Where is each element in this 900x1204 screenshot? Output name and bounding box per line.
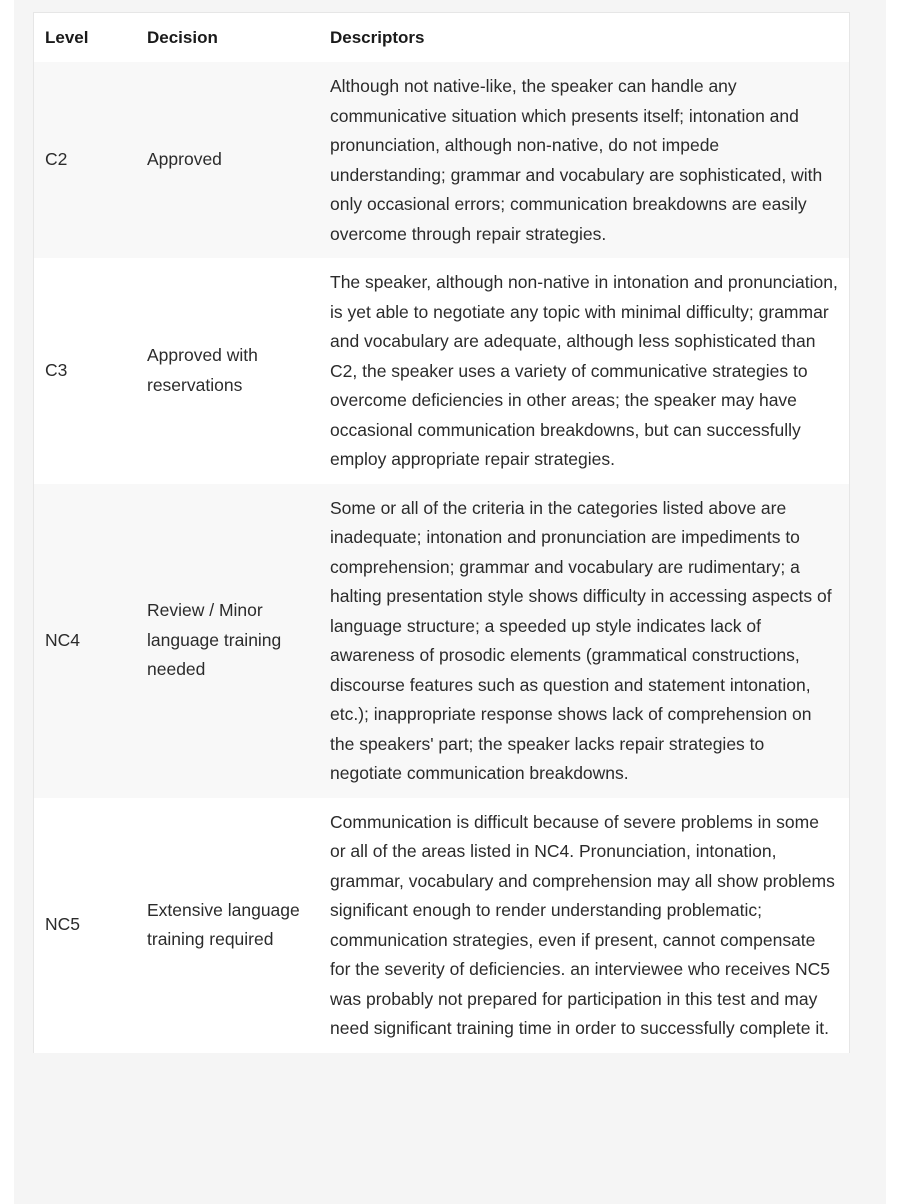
level-cell: C3 [34,258,136,484]
column-header-decision: Decision [136,13,327,62]
descriptors-cell: Communication is difficult because of severe problems in some or all of the areas listed in NC4. Pronunciation, intonation, grammar, vocabulary and comprehension may all show problems significant enough to render understanding problematic; communication strategies, even if present, cannot compensate for the severity of deficiencies. an interviewee who receives NC5 was probably not prepared for participation in this test and may need significant training time in order to successfully complete it. [327,798,849,1053]
decision-cell: Approved [136,62,327,258]
rating-descriptors-table [34,13,849,1053]
level-cell: NC5 [34,798,136,1053]
table-header-row [34,13,849,62]
descriptors-cell: The speaker, although non-native in intonation and pronunciation, is yet able to negotiate any topic with minimal difficulty; grammar and vocabulary are adequate, although less sophisticated than C2, the speaker uses a variety of communicative strategies to overcome deficiencies in other areas; the speaker may have occasional communication breakdowns, but can successfully employ appropriate repair strategies. [327,258,849,484]
decision-cell: Review / Minor language training needed [136,484,327,798]
descriptors-cell: Some or all of the criteria in the categories listed above are inadequate; intonation and pronunciation are impediments to comprehension; grammar and vocabulary are rudimentary; a halting presentation style shows difficulty in accessing aspects of language structure; a speeded up style indicates lack of awareness of prosodic elements (grammatical constructions, discourse features such as question and statement intonation, etc.); inappropriate response shows lack of comprehension on the speakers' part; the speaker lacks repair strategies to negotiate communication breakdowns. [327,484,849,798]
table-row-c2 [34,62,849,258]
column-header-level: Level [34,13,136,62]
level-cell: C2 [34,62,136,258]
table-row-nc5 [34,798,849,1053]
decision-cell: Approved with reservations [136,258,327,484]
table-row-nc4 [34,484,849,798]
descriptors-cell: Although not native-like, the speaker can handle any communicative situation which presents itself; intonation and pronunciation, although non-native, do not impede understanding; grammar and vocabulary are sophisticated, with only occasional errors; communication breakdowns are easily overcome through repair strategies. [327,62,849,258]
decision-cell: Extensive language training required [136,798,327,1053]
rating-descriptors-table-container [33,12,850,1053]
level-cell: NC4 [34,484,136,798]
table-row-c3 [34,258,849,484]
column-header-descriptors: Descriptors [327,13,849,62]
